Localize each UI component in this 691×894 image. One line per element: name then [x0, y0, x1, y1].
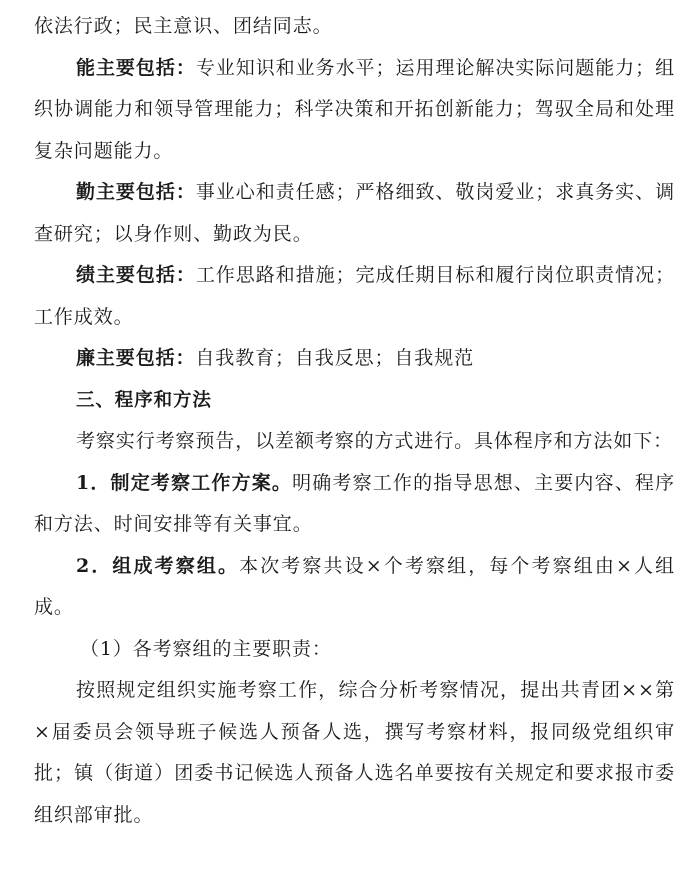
diligence-label: 勤主要包括：	[76, 181, 196, 203]
performance-text: 工作思路和措施；完成任期目标和履行岗位职责情况；工作成效。	[34, 264, 675, 328]
paragraph-procedure-intro	[34, 421, 675, 463]
ability-label: 能主要包括：	[76, 56, 196, 79]
paragraph-ability	[34, 48, 675, 173]
paragraph-subheading-duties	[34, 629, 675, 671]
step-2-label: 2．组成考察组。	[76, 554, 240, 577]
paragraph-step-1	[34, 463, 675, 546]
paragraph-text: （1）各考察组的主要职责：	[80, 637, 332, 660]
step-1-text: 明确考察工作的指导思想、主要内容、程序和方法、时间安排等有关事宜。	[34, 471, 675, 535]
ability-text: 专业知识和业务水平；运用理论解决实际问题能力；组织协调能力和领导管理能力；科学决策和开拓创新能力；驾驭全局和处理复杂问题能力。	[34, 56, 675, 162]
diligence-text: 事业心和责任感；严格细致、敬岗爱业；求真务实、调查研究；以身作则、勤政为民。	[34, 181, 675, 245]
paragraph-duties	[34, 670, 675, 836]
paragraph-step-2	[34, 546, 675, 629]
paragraph-text: 依法行政；民主意识、团结同志。	[34, 15, 333, 37]
paragraph-diligence	[34, 172, 675, 255]
paragraph-performance	[34, 255, 675, 338]
integrity-label: 廉主要包括：	[76, 347, 196, 369]
paragraph-text: 按照规定组织实施考察工作，综合分析考察情况，提出共青团××第×届委员会领导班子候选人预备人选，撰写考察材料，报同级党组织审批；镇（街道）团委书记候选人预备人选名单要按有关规定和要求报市委组织部审批。	[34, 679, 675, 826]
paragraph-text: 考察实行考察预告，以差额考察的方式进行。具体程序和方法如下：	[76, 430, 674, 452]
section-heading-procedure: 三、程序和方法	[76, 389, 212, 411]
paragraph-integrity	[34, 338, 675, 380]
paragraph-administration	[34, 6, 675, 48]
step-2-text: 本次考察共设×个考察组，每个考察组由×人组成。	[34, 554, 675, 618]
step-1-label: 1．制定考察工作方案。	[76, 471, 293, 494]
performance-label: 绩主要包括：	[76, 264, 196, 286]
integrity-text: 自我教育；自我反思；自我规范	[195, 347, 475, 369]
